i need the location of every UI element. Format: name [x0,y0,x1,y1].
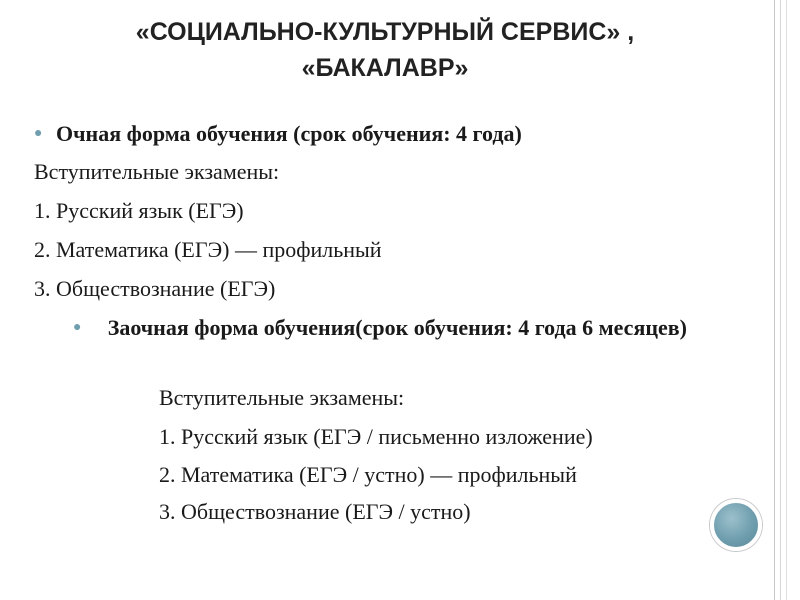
parttime-heading: Заочная форма обучения(срок обучения: 4 года 6 месяцев) [107,315,687,340]
bullet-dot-icon: ● [73,320,82,335]
fulltime-exam-item: 3. Обществознание (ЕГЭ) [34,276,276,301]
parttime-exam-item: 2. Математика (ЕГЭ / устно) — профильный [159,462,577,487]
decorative-circle-icon [710,499,762,551]
fulltime-heading: Очная форма обучения (срок обучения: 4 года) [56,121,522,146]
slide-title-line-1: «СОЦИАЛЬНО-КУЛЬТУРНЫЙ СЕРВИС» , [135,18,635,46]
frame-border-line [780,0,781,600]
parttime-exams-label: Вступительные экзамены: [159,385,405,410]
parttime-exam-item: 1. Русский язык (ЕГЭ / письменно изложение) [159,424,593,449]
fulltime-exam-item: 2. Математика (ЕГЭ) — профильный [34,237,382,262]
slide-title [40,14,730,86]
slide-title-line-2: «БАКАЛАВР» [301,54,469,82]
fulltime-exam-item: 1. Русский язык (ЕГЭ) [34,198,244,223]
parttime-exam-item: 3. Обществознание (ЕГЭ / устно) [159,499,471,524]
bullet-dot-icon: ● [34,126,43,141]
frame-border-line [786,0,787,600]
frame-border-line [774,0,775,600]
fulltime-exams-label: Вступительные экзамены: [34,159,280,184]
